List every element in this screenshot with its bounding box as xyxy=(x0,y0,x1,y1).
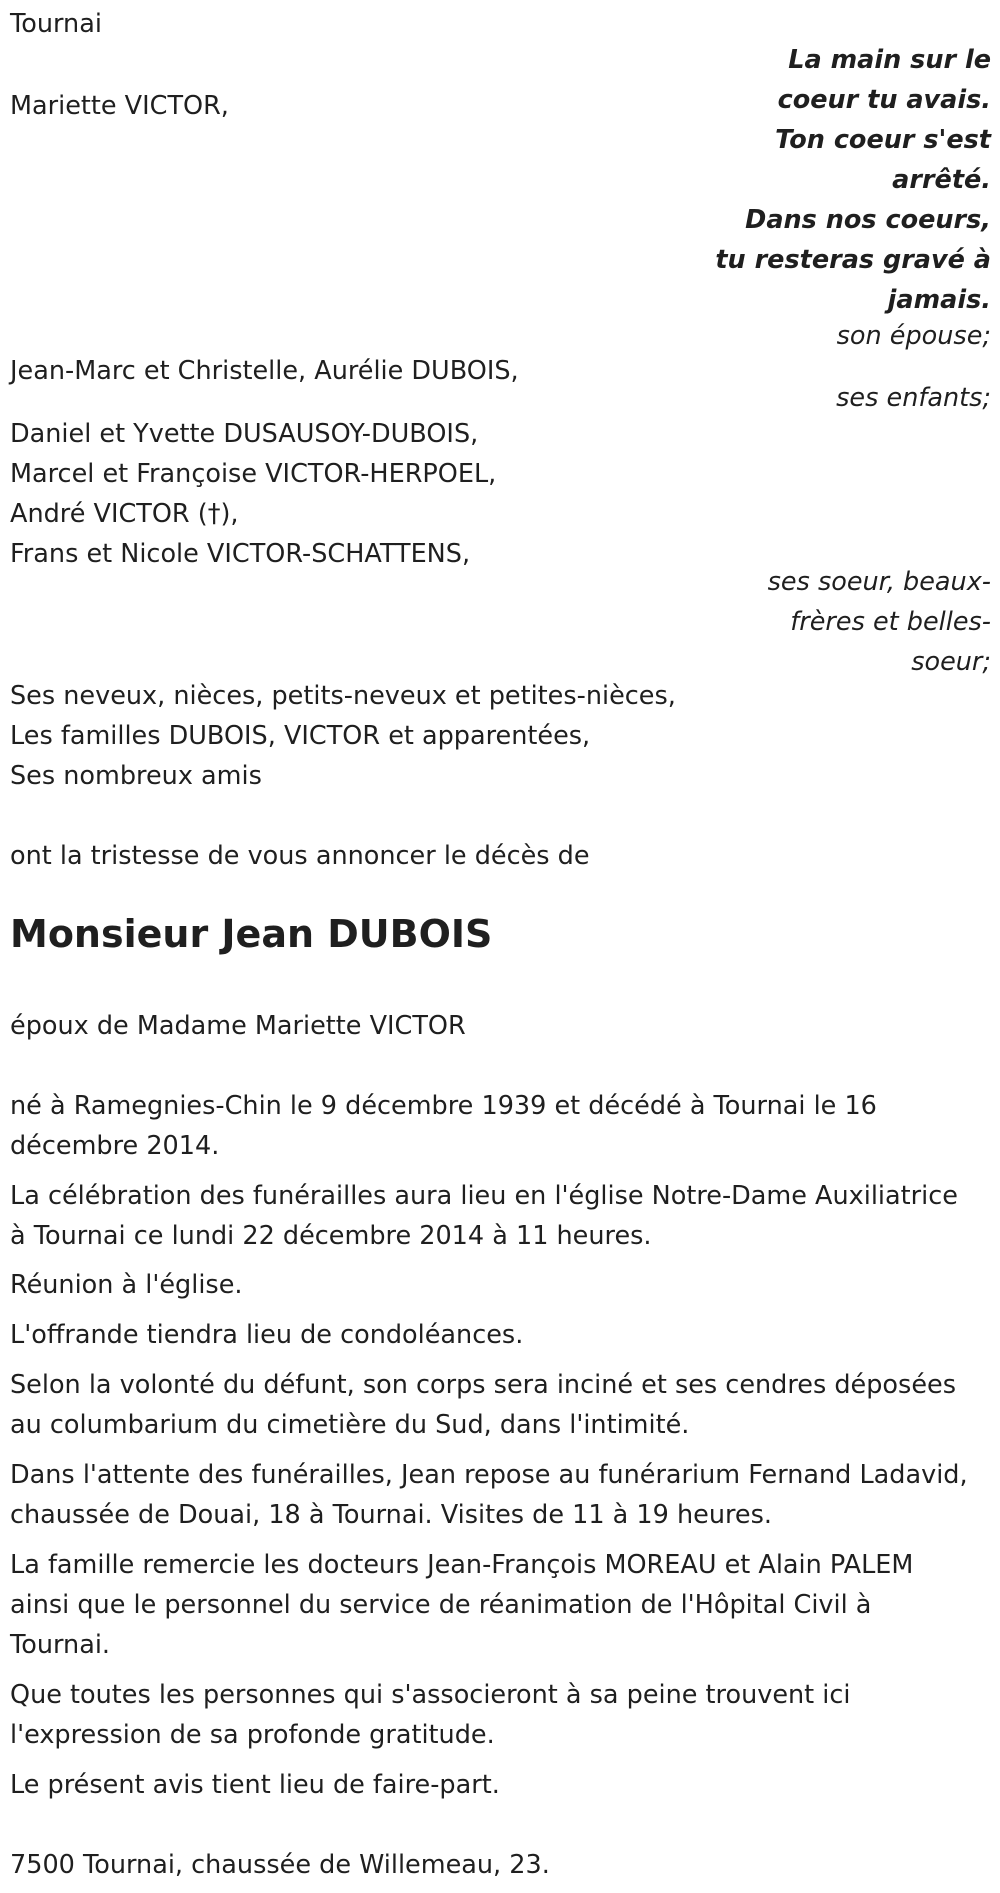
siblings-role-line: soeur; xyxy=(911,647,991,677)
deceased-name: Monsieur Jean DUBOIS xyxy=(10,912,493,956)
spouse-name: Mariette VICTOR, xyxy=(10,91,229,121)
siblings-role-line: frères et belles- xyxy=(790,607,991,637)
announcement: ont la tristesse de vous annoncer le décès de xyxy=(10,841,590,871)
poem-line: La main sur le xyxy=(788,45,991,75)
poem-line: coeur tu avais. xyxy=(777,85,991,115)
address: 7500 Tournai, chaussée de Willemeau, 23. xyxy=(10,1850,550,1880)
children-names: Jean-Marc et Christelle, Aurélie DUBOIS, xyxy=(10,356,519,386)
relatives-item: Ses nombreux amis xyxy=(10,761,262,791)
poem-line: arrêté. xyxy=(892,165,991,195)
poem-line: Ton coeur s'est xyxy=(775,125,991,155)
relatives-item: Ses neveux, nièces, petits-neveux et petites-nièces, xyxy=(10,681,676,711)
birth-death-paragraph: né à Ramegnies-Chin le 9 décembre 1939 et décédé à Tournai le 16 décembre 2014. xyxy=(10,1091,877,1161)
poem-line: Dans nos coeurs, xyxy=(745,205,991,235)
sibling-item: André VICTOR (†), xyxy=(10,499,239,529)
relatives-item: Les familles DUBOIS, VICTOR et apparentées, xyxy=(10,721,591,751)
cremation-paragraph: Selon la volonté du défunt, son corps sera inciné et ses cendres déposées au columbarium du cimetière du Sud, dans l'intimité. xyxy=(10,1370,956,1440)
poem-line: tu resteras gravé à xyxy=(715,245,991,275)
gratitude-paragraph: Que toutes les personnes qui s'associeront à sa peine trouvent ici l'expression de sa profonde gratitude. xyxy=(10,1680,851,1750)
ceremony-paragraph: La célébration des funérailles aura lieu en l'église Notre-Dame Auxiliatrice à Tournai ce lundi 22 décembre 2014 à 11 heures. xyxy=(10,1181,958,1251)
city-label: Tournai xyxy=(10,9,102,39)
siblings-role-line: ses soeur, beaux- xyxy=(767,567,991,597)
sibling-item: Marcel et Françoise VICTOR-HERPOEL, xyxy=(10,459,497,489)
notice-paragraph: Le présent avis tient lieu de faire-part. xyxy=(10,1770,500,1800)
sibling-item: Daniel et Yvette DUSAUSOY-DUBOIS, xyxy=(10,419,479,449)
thanks-paragraph: La famille remercie les docteurs Jean-François MOREAU et Alain PALEM ainsi que le personnel du service de réanimation de l'Hôpital Civil à Tournai. xyxy=(10,1550,914,1660)
deceased-spouse-of: époux de Madame Mariette VICTOR xyxy=(10,1011,466,1041)
spouse-role: son épouse; xyxy=(836,321,991,351)
offering-paragraph: L'offrande tiendra lieu de condoléances. xyxy=(10,1320,524,1350)
funeral-home-paragraph: Dans l'attente des funérailles, Jean repose au funérarium Fernand Ladavid, chaussée de Douai, 18 à Tournai. Visites de 11 à 19 heures. xyxy=(10,1460,968,1530)
meeting-paragraph: Réunion à l'église. xyxy=(10,1270,243,1300)
children-role: ses enfants; xyxy=(836,383,991,413)
poem-line: jamais. xyxy=(887,285,991,315)
sibling-item: Frans et Nicole VICTOR-SCHATTENS, xyxy=(10,539,471,569)
